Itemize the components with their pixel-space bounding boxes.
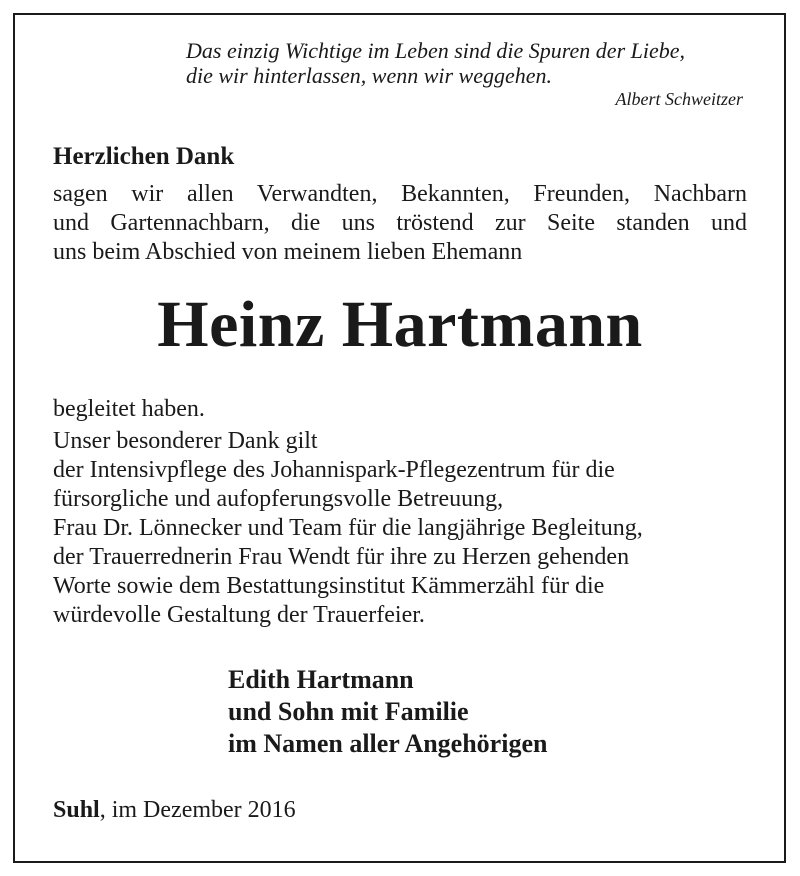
body-line: der Trauerrednerin Frau Wendt für ihre zu Herzen gehenden — [53, 544, 630, 570]
thanks-heading: Herzlichen Dank — [53, 143, 235, 170]
body-line: würdevolle Gestaltung der Trauerfeier. — [53, 602, 425, 628]
intro-line: sagen wir allen Verwandten, Bekannten, Freunden, Nachbarn — [53, 181, 747, 207]
date-text: , im Dezember 2016 — [99, 797, 296, 823]
intro-line: und Gartennachbarn, die uns tröstend zur Seite standen und — [53, 210, 747, 236]
body-paragraph — [53, 395, 643, 630]
body-line: Worte sowie dem Bestattungsinstitut Kämmerzähl für die — [53, 573, 605, 599]
body-line: Frau Dr. Lönnecker und Team für die langjährige Begleitung, — [53, 515, 643, 541]
signature-line: im Namen aller Angehörigen — [228, 729, 548, 758]
intro-paragraph — [53, 180, 747, 267]
deceased-name: Heinz Hartmann — [157, 288, 643, 361]
body-line: der Intensivpflege des Johannispark-Pflegezentrum für die — [53, 457, 615, 483]
quote-block — [186, 38, 746, 88]
signature-line: Edith Hartmann — [228, 665, 414, 694]
quote-line: Das einzig Wichtige im Leben sind die Spuren der Liebe, — [186, 38, 686, 63]
signature-block — [228, 664, 547, 760]
place-date — [53, 795, 296, 825]
intro-line: uns beim Abschied von meinem lieben Ehemann — [53, 239, 523, 265]
place: Suhl — [53, 797, 100, 823]
body-line: begleitet haben. — [53, 396, 205, 422]
quote-author: Albert Schweitzer — [615, 89, 743, 109]
quote-line: die wir hinterlassen, wenn wir weggehen. — [186, 63, 553, 88]
body-line: fürsorgliche und aufopferungsvolle Betreuung, — [53, 486, 504, 512]
body-line: Unser besonderer Dank gilt — [53, 428, 318, 454]
signature-line: und Sohn mit Familie — [228, 697, 469, 726]
